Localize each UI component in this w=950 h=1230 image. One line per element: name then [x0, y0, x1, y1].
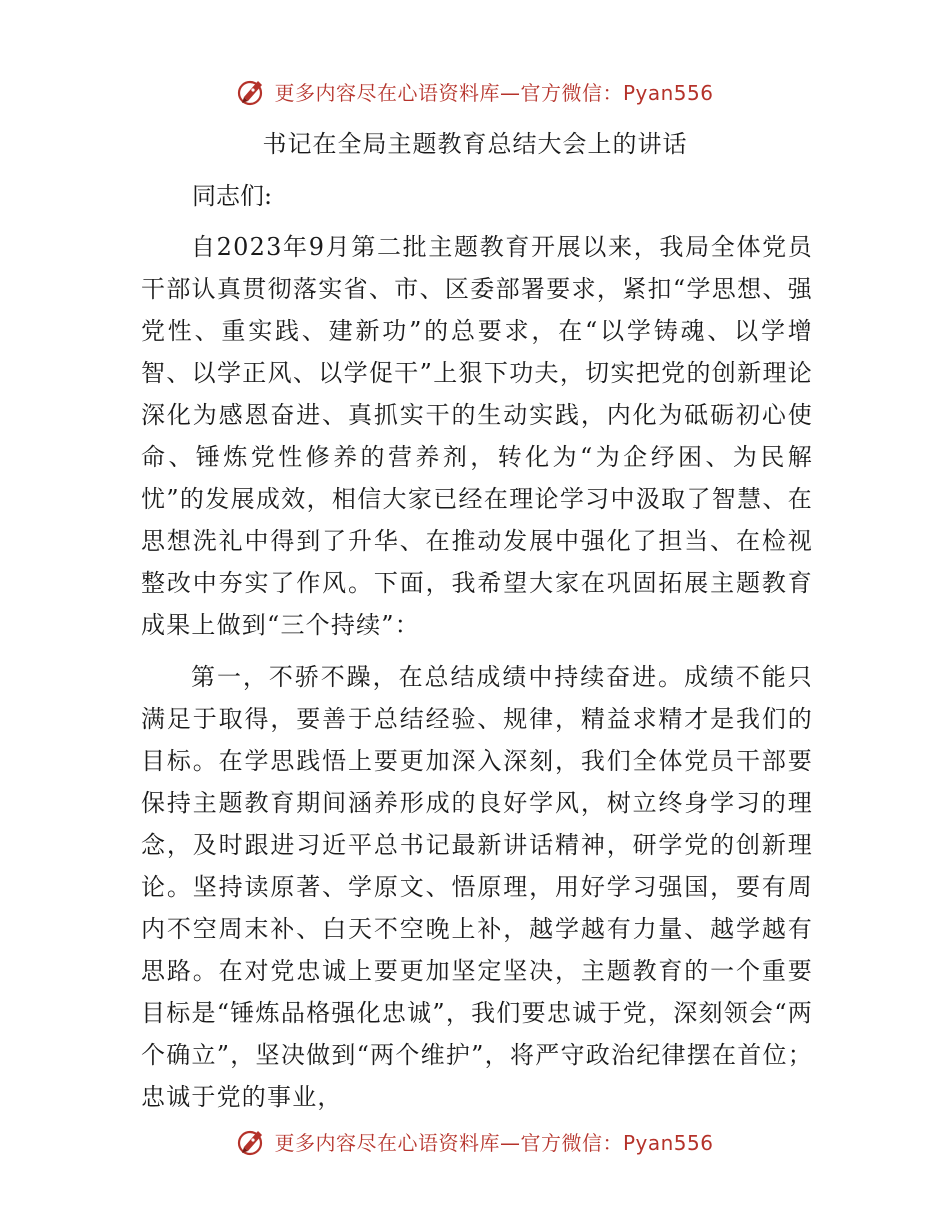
watermark-header — [0, 75, 950, 107]
paragraph-intro: 自2023年9月第二批主题教育开展以来，我局全体党员干部认真贯彻落实省、市、区委部署要求，紧扣“学思想、强党性、重实践、建新功”的总要求，在“以学铸魂、以学增智、以学正风、以学促干”上狠下功夫，切实把党的创新理论深化为感恩奋进、真抓实干的生动实践，内化为砥砺初心使命、锤炼党性修养的营养剂，转化为“为企纾困、为民解忧”的发展成效，相信大家已经在理论学习中汲取了智慧、在思想洗礼中得到了升华、在推动发展中强化了担当、在检视整改中夯实了作风。下面，我希望大家在巩固拓展主题教育成果上做到“三个持续”： — [141, 233, 813, 639]
pen-nib-logo-icon — [236, 1125, 268, 1157]
paragraph-first-point: 第一，不骄不躁，在总结成绩中持续奋进。成绩不能只满足于取得，要善于总结经验、规律，精益求精才是我们的目标。在学思践悟上要更加深入深刻，我们全体党员干部要保持主题教育期间涵养形成的良好学风，树立终身学习的理念，及时跟进习近平总书记最新讲话精神，研学党的创新理论。坚持读原著、学原文、悟原理，用好学习强国，要有周内不空周末补、白天不空晚上补，越学越有力量、越学越有思路。在对党忠诚上要更加坚定坚决，主题教育的一个重要目标是“锤炼品格强化忠诚”，我们要忠诚于党，深刻领会“两个确立”，坚决做到“两个维护”，将严守政治纪律摆在首位；忠诚于党的事业， — [141, 663, 813, 1111]
watermark-text: 更多内容尽在心语资料库—官方微信：Pyan556 — [274, 80, 714, 105]
salutation: 同志们: — [192, 182, 273, 210]
watermark-footer — [0, 1125, 950, 1157]
pen-nib-logo-icon — [236, 75, 268, 107]
watermark-text: 更多内容尽在心语资料库—官方微信：Pyan556 — [274, 1130, 714, 1155]
document-title: 书记在全局主题教育总结大会上的讲话 — [262, 130, 688, 158]
